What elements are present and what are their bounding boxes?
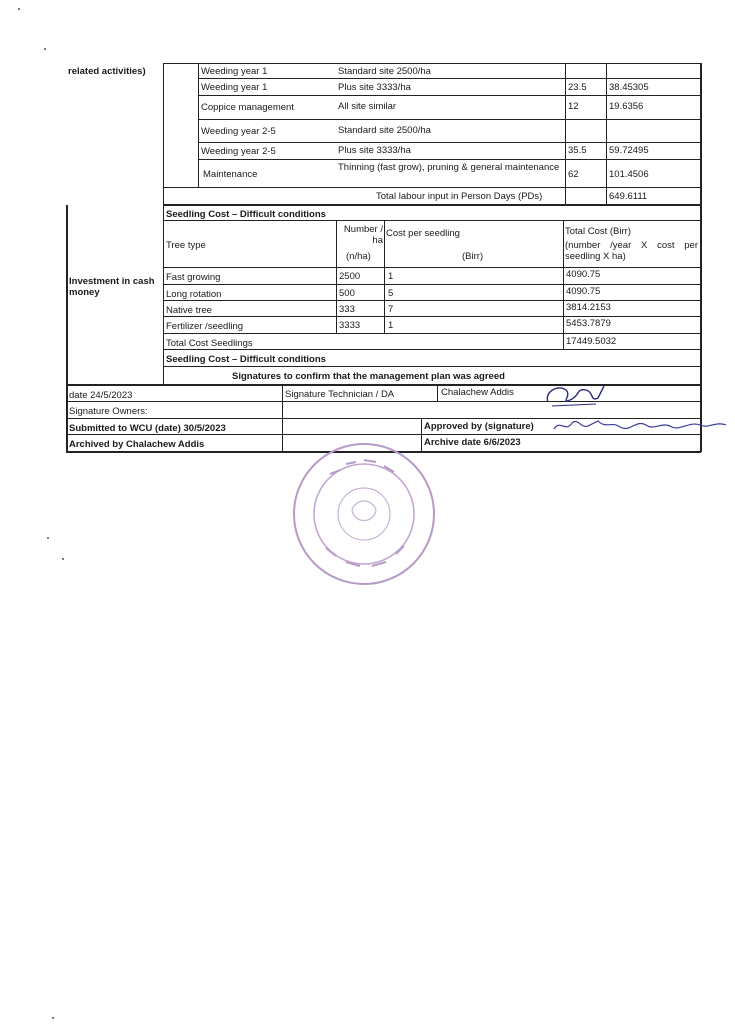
labour-value: 59.72495 [609, 145, 649, 156]
labour-value: 101.4506 [609, 169, 649, 180]
labour-site: Standard site 2500/ha [338, 125, 431, 136]
tree-number: 500 [339, 288, 355, 299]
tree-number: 2500 [339, 271, 361, 282]
labour-activity: Weeding year 2-5 [201, 126, 276, 137]
tree-type: Fertilizer /seedling [166, 321, 244, 332]
labour-site: Plus site 3333/ha [338, 145, 411, 156]
approver-signature-mark [550, 415, 730, 437]
tree-type: Fast growing [166, 272, 221, 283]
labour-days: 35.5 [568, 145, 587, 156]
owners-label: Signature Owners: [69, 406, 148, 417]
col-cost-unit: (Birr) [462, 251, 484, 262]
labour-site: Thinning (fast grow), pruning & general maintenance [338, 162, 560, 173]
labour-site: Standard site 2500/ha [338, 66, 431, 77]
tree-number: 3333 [339, 320, 361, 331]
col-total-sub: (number /year X cost per seedling X ha) [565, 240, 698, 262]
col-number: Number / ha [343, 224, 383, 246]
approved-label: Approved by (signature) [424, 421, 534, 432]
seedling-cost-footer: Seedling Cost – Difficult conditions [166, 354, 326, 365]
scan-speck [44, 48, 46, 50]
tree-type: Long rotation [166, 289, 222, 300]
submitted-date: Submitted to WCU (date) 30/5/2023 [69, 423, 226, 434]
seedling-cost-title: Seedling Cost – Difficult conditions [166, 209, 326, 220]
scan-speck [18, 8, 20, 10]
labour-total-value: 649.6111 [609, 191, 648, 202]
tree-type: Native tree [166, 305, 212, 316]
labour-activity: Maintenance [203, 169, 258, 180]
signature-date: date 24/5/2023 [69, 390, 133, 401]
technician-label: Signature Technician / DA [285, 389, 395, 400]
total-seedlings-label: Total Cost Seedlings [166, 338, 253, 349]
tree-cost: 1 [388, 271, 394, 282]
labour-value: 19.6356 [609, 101, 644, 112]
labour-days: 23.5 [568, 82, 587, 93]
tree-total: 3814.2153 [566, 302, 611, 313]
scan-speck [52, 1017, 54, 1019]
signatures-title: Signatures to confirm that the management plan was agreed [232, 371, 505, 382]
investment-section-label: Investment in cash money [69, 276, 155, 298]
labour-days: 62 [568, 169, 579, 180]
technician-name: Chalachew Addis [441, 387, 514, 398]
technician-signature-mark [540, 378, 610, 414]
col-cost: Cost per seedling [386, 228, 460, 239]
official-stamp [290, 440, 438, 588]
total-seedlings-value: 17449.5032 [566, 336, 617, 347]
archive-date: Archive date 6/6/2023 [424, 437, 521, 448]
tree-number: 333 [339, 304, 355, 315]
tree-cost: 7 [388, 304, 394, 315]
tree-total: 5453.7879 [566, 318, 611, 329]
labour-site: All site similar [338, 101, 397, 112]
scan-speck [47, 537, 49, 539]
tree-total: 4090.75 [566, 269, 601, 280]
archived-by: Archived by Chalachew Addis [69, 439, 205, 450]
labour-days: 12 [568, 101, 579, 112]
col-tree-type: Tree type [166, 240, 206, 251]
tree-cost: 5 [388, 288, 394, 299]
tree-cost: 1 [388, 320, 394, 331]
tree-total: 4090.75 [566, 286, 601, 297]
labour-value: 38.45305 [609, 82, 649, 93]
labour-activity: Coppice management [201, 102, 294, 113]
labour-total-label: Total labour input in Person Days (PDs) [376, 191, 543, 202]
labour-activity: Weeding year 2-5 [201, 146, 276, 157]
labour-site: Plus site 3333/ha [338, 82, 411, 93]
scan-speck [62, 558, 64, 560]
labour-section-label: related activities) [68, 66, 146, 77]
col-total: Total Cost (Birr) [565, 226, 631, 237]
labour-activity: Weeding year 1 [201, 66, 268, 77]
col-number-unit: (n/ha) [346, 251, 371, 262]
labour-activity: Weeding year 1 [201, 82, 268, 93]
